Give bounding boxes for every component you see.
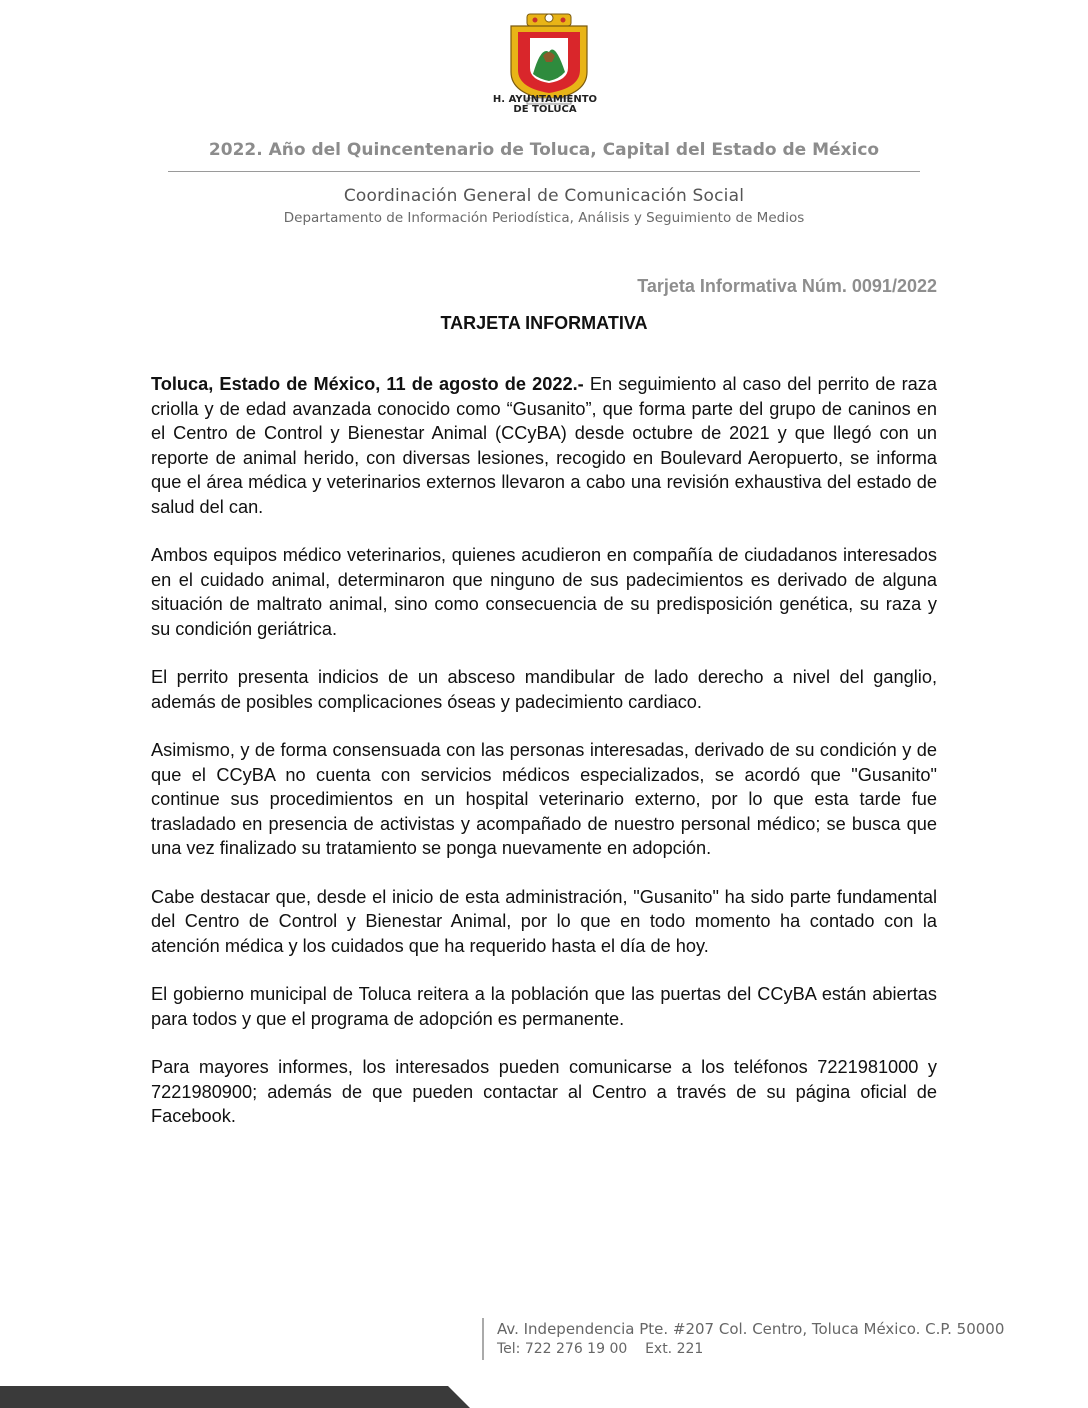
card-number: Tarjeta Informativa Núm. 0091/2022 <box>637 276 937 296</box>
department-title: Departamento de Información Periodística, Análisis y Seguimiento de Medios <box>283 210 805 226</box>
paragraph-5: Cabe destacar que, desde el inicio de esta administración, "Gusanito" ha sido parte fundamental del Centro de Control y Bienestar Animal, por lo que en todo momento ha contado con la atención médica y los cuidados que ha requerido hasta el día de hoy. <box>151 886 937 956</box>
paragraph-7: Para mayores informes, los interesados pueden comunicarse a los teléfonos 7221981000 y 7221980900; además de que pueden contactar al Centro a través de su página oficial de Facebook. <box>151 1057 937 1126</box>
document-body <box>151 372 937 1153</box>
paragraph-4: Asimismo, y de forma consensuada con las personas interesadas, derivado de su condición y de que el CCyBA no cuenta con servicios médicos especializados, se acordó que "Gusanito" continue sus procedimientos en un hospital veterinario externo, por lo que esta tarde fue trasladado en presencia de activistas y acompañado de nuestro personal médico; se busca que una vez finalizado su tratamiento se ponga nuevamente en adopción. <box>151 740 937 858</box>
header-divider <box>168 171 920 172</box>
footer-address: Av. Independencia Pte. #207 Col. Centro, Toluca México. C.P. 50000 <box>497 1320 1005 1338</box>
logo-caption-line1: H. AYUNTAMIENTO <box>492 94 598 105</box>
year-motto: 2022. Año del Quincentenario de Toluca, Capital del Estado de México <box>208 140 880 160</box>
paragraph-6: El gobierno municipal de Toluca reitera a la población que las puertas del CCyBA están abiertas para todos y que el programa de adopción es permanente. <box>151 984 937 1029</box>
paragraph-2: Ambos equipos médico veterinarios, quienes acudieron en compañía de ciudadanos interesados en el cuidado animal, determinaron que ninguno de sus padecimientos es derivado de alguna situación de maltrato animal, sino como consecuencia de su predisposición genética, su raza y su condición geriátrica. <box>151 545 937 639</box>
paragraph-3: El perrito presenta indicios de un absceso mandibular de lado derecho a nivel del ganglio, además de posibles complicaciones óseas y padecimiento cardiaco. <box>151 667 937 712</box>
document-title: TARJETA INFORMATIVA <box>440 313 648 333</box>
bottom-decorative-band <box>0 1386 1088 1408</box>
paragraph-1 <box>151 372 937 519</box>
paragraph-1-text: En seguimiento al caso del perrito de raza criolla y de edad avanzada conocido como “Gusanito”, que forma parte del grupo de caninos en el Centro de Control y Bienestar Animal (CCyBA) desde octubre de 2021 y que llegó con un reporte de animal herido, con diversas lesiones, recogido en Boulevard Aeropuerto, se informa que el área médica y veterinarios externos llevaron a cabo una revisión exhaustiva del estado de salud del can. <box>151 374 937 517</box>
logo-caption <box>470 95 620 115</box>
logo-caption-line2: DE TOLUCA <box>513 104 577 115</box>
footer-phone: Tel: 722 276 19 00 Ext. 221 <box>497 1341 704 1357</box>
dateline: Toluca, Estado de México, 11 de agosto de 2022.- <box>151 374 584 394</box>
footer-divider <box>482 1318 484 1360</box>
coordination-title: Coordinación General de Comunicación Social <box>343 186 745 206</box>
